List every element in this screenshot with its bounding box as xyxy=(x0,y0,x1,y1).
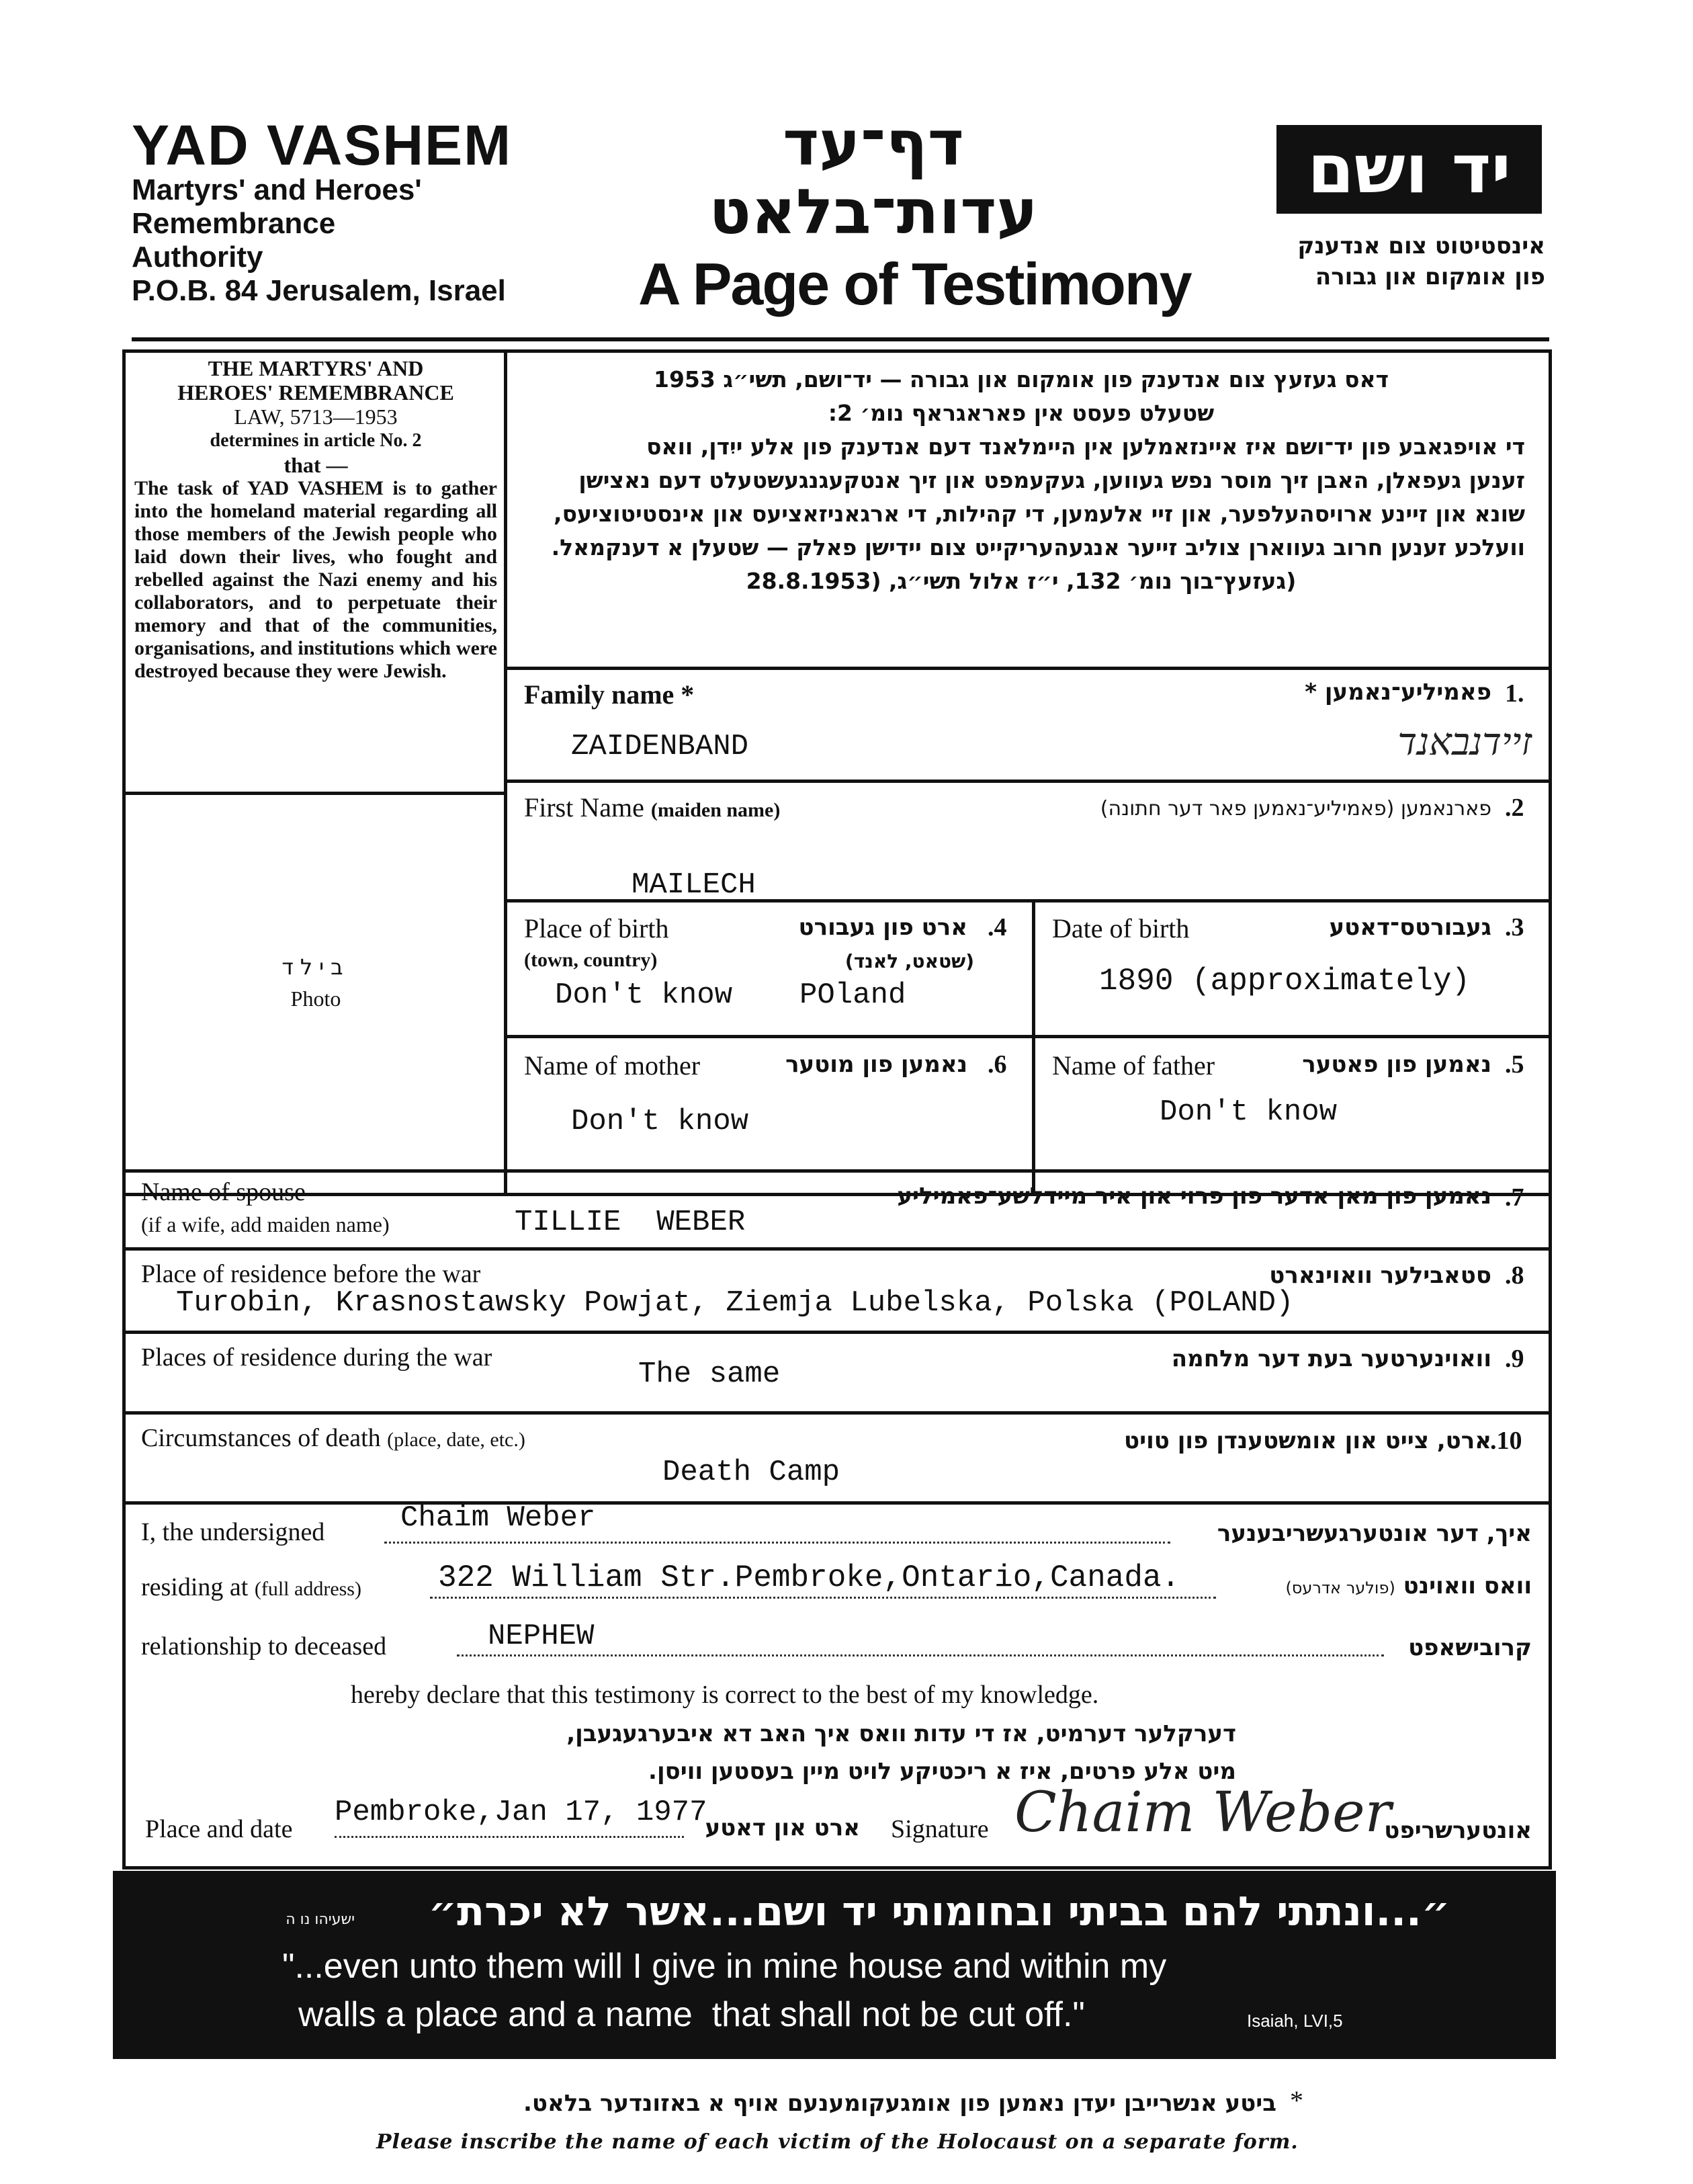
yiddish-line-2: שטעלט פעסט אין פאראגראף נומ׳ 2: xyxy=(828,400,1215,426)
place-date-label: Place and date xyxy=(145,1815,293,1843)
org-subtitle-2: Remembrance xyxy=(132,207,336,240)
f7-number: .7 xyxy=(1505,1183,1524,1212)
relationship-value[interactable]: NEPHEW xyxy=(488,1620,595,1653)
residing-value[interactable]: 322 William Str.Pembroke,Ontario,Canada. xyxy=(438,1560,1180,1595)
place-date-hebrew: ארט און דאטע xyxy=(705,1814,860,1841)
yiddish-law xyxy=(517,363,1525,598)
f10-label xyxy=(141,1423,525,1453)
law-box xyxy=(134,356,497,683)
header-rule xyxy=(132,337,1549,341)
f10-hebrew-label: ארט, צייט און אומשטענדן פון טויט xyxy=(1123,1427,1491,1454)
rule-fields-top xyxy=(504,667,1552,670)
logo xyxy=(1276,125,1542,214)
f2-number: .2 xyxy=(1505,794,1524,822)
f4-number: .4 xyxy=(988,913,1007,941)
f3-number: .3 xyxy=(1505,913,1524,941)
f7-sub-label: (if a wife, add maiden name) xyxy=(141,1212,390,1236)
quote-banner xyxy=(113,1871,1556,2059)
rule-after-field-10 xyxy=(122,1501,1552,1505)
residing-hebrew xyxy=(1223,1572,1532,1599)
f10-value[interactable]: Death Camp xyxy=(662,1456,840,1489)
f2-value[interactable]: MAILECH xyxy=(632,868,756,902)
footer-english-note: Please inscribe the name of each victim of the Holocaust on a separate form. xyxy=(376,2130,1299,2154)
f4-sub-hebrew: (שטאט, לאנד) xyxy=(844,950,974,972)
place-date-value[interactable]: Pembroke,Jan 17, 1977 xyxy=(335,1796,707,1829)
f7-label: Name of spouse xyxy=(141,1178,306,1206)
f9-hebrew-label: וואוינערטער בעת דער מלחמה xyxy=(1171,1345,1491,1372)
f2-hebrew-label: פארנאמען (פאמיליע־נאמען פאר דער חתונה) xyxy=(1100,797,1491,821)
hebrew-title-1: דף־עד xyxy=(783,108,964,179)
rule-after-field-8 xyxy=(122,1331,1552,1334)
yiddish-line-6: וועלכע זענען חרוב געווארן צוליב זייער אנגעהעריקייט צום יידישן פאלק — שטעלן א דענקמאל. xyxy=(551,534,1525,560)
hebrew-org-2: פון אומקום און גבורה xyxy=(1315,263,1545,290)
yiddish-line-5: שונא און זיינע ארויסהעלפער, און זיי אלעמען, די קהילות, די ארגאניזאציעס און אינסטיטוציעס, xyxy=(554,501,1525,527)
f6-number: .6 xyxy=(988,1050,1007,1079)
footer-yiddish-note: ביטע אנשרייבן יעדן נאמען פון אומגעקומענעם אויף א באזונדער בלאט. xyxy=(523,2090,1276,2117)
yiddish-line-7: (געזעץ־בוך נומ׳ 132, י״ז אלול תשי״ג, (28.8.1953 xyxy=(746,568,1297,594)
f5-hebrew-label: נאמען פון פאטער xyxy=(1302,1051,1491,1078)
signature-value[interactable]: Chaim Weber xyxy=(1014,1781,1391,1845)
f10-number: .10 xyxy=(1490,1427,1522,1455)
law-box-divider xyxy=(122,792,507,795)
banner-hebrew-quote: ״...ונתתי להם בביתי ובחומותי יד ושם...אשר לא יכרת״ xyxy=(428,1888,1450,1935)
yiddish-line-1: דאס געזעץ צום אנדענק פון אומקום און גבורה — יד־ושם, תשי״ג 1953 xyxy=(653,366,1389,392)
left-column-divider xyxy=(504,349,507,1196)
relationship-label: relationship to deceased xyxy=(141,1632,387,1661)
f8-number: .8 xyxy=(1505,1261,1524,1290)
col-divider-3-4 xyxy=(1032,899,1035,1035)
place-date-line xyxy=(335,1836,684,1838)
declaration-hebrew-2: מיט אלע פרטים, איז א ריכטיקע לויט מיין בעסטען וויסן. xyxy=(648,1758,1236,1785)
f2-label xyxy=(524,792,780,823)
undersigned-label: I, the undersigned xyxy=(141,1518,325,1546)
residing-label xyxy=(141,1572,361,1602)
f9-label: Places of residence during the war xyxy=(141,1343,492,1372)
f1-number: .1 xyxy=(1505,679,1524,708)
declaration-english: hereby declare that this testimony is correct to the best of my knowledge. xyxy=(351,1681,1099,1709)
f6-hebrew-label: נאמען פון מוטער xyxy=(785,1051,967,1078)
f4-sub-label: (town, country) xyxy=(524,949,658,971)
law-heading-4: determines in article No. 2 xyxy=(210,430,422,451)
yiddish-line-3: די אויפגאבע פון יד־ושם איז איינזאמלען אין היימלאנד דעם אנדענק פון אלע ייִדן, וואס xyxy=(646,433,1525,460)
f6-value[interactable]: Don't know xyxy=(571,1105,749,1138)
residing-line xyxy=(430,1597,1216,1599)
law-heading-5: that — xyxy=(284,453,348,477)
banner-quote-line-1: "...even unto them will I give in mine house and within my xyxy=(282,1947,1167,1986)
law-body: The task of YAD VASHEM is to gather into the homeland material regarding all those members of the Jewish people who laid down their lives, who fought and rebelled against the Nazi enemy and his collaborators, and to perpetuate their memory and that of the communities, organisations, and institutions which were destroyed because they were Jewish. xyxy=(134,477,497,682)
org-name: YAD VASHEM xyxy=(132,114,513,177)
f10-label-main: Circumstances of death xyxy=(141,1424,381,1452)
f7-hebrew-label: נאמען פון מאן אדער פון פרוי און איר מיידלשע־פאמיליע xyxy=(897,1183,1491,1210)
f8-label: Place of residence before the war xyxy=(141,1260,481,1288)
f1-value[interactable]: ZAIDENBAND xyxy=(571,730,749,763)
f4-value-2[interactable]: POland xyxy=(799,978,906,1012)
signature-hebrew: אונטערשריפט xyxy=(1384,1817,1532,1844)
org-address: P.O.B. 84 Jerusalem, Israel xyxy=(132,274,506,307)
f4-hebrew-label: ארט פון געבורט xyxy=(798,914,967,941)
declaration-hebrew-1: דערקלער דערמיט, אז די עדות וואס איך האב דא איבערגעגעבן, xyxy=(566,1720,1236,1747)
residing-label-main: residing at xyxy=(141,1573,249,1601)
f1-handwritten-hebrew: זיידנבאנד xyxy=(1397,720,1532,764)
f5-number: .5 xyxy=(1505,1050,1524,1079)
relationship-hebrew: קרובישאפט xyxy=(1408,1634,1532,1661)
f1-hebrew-label: פאמיליע־נאמען * xyxy=(1305,679,1491,706)
hebrew-title-2: עדות־בלאט xyxy=(709,176,1038,248)
rule-after-field-1 xyxy=(504,780,1552,783)
residing-hebrew-main: וואס וואוינט xyxy=(1403,1572,1532,1599)
banner-source: Isaiah, LVI,5 xyxy=(1247,2011,1343,2031)
undersigned-value[interactable]: Chaim Weber xyxy=(400,1501,596,1535)
page-title: A Page of Testimony xyxy=(638,251,1191,317)
org-subtitle-1: Martyrs' and Heroes' xyxy=(132,173,422,206)
f8-hebrew-label: סטאבילער וואוינארט xyxy=(1269,1262,1491,1289)
banner-hebrew-source: ישעיהו נו ה xyxy=(286,1911,355,1928)
relationship-line xyxy=(457,1654,1384,1656)
undersigned-line xyxy=(384,1542,1170,1544)
photo-hebrew-label: בילד xyxy=(281,954,350,980)
residing-label-sub: (full address) xyxy=(254,1578,361,1600)
rule-after-field-9 xyxy=(122,1411,1552,1415)
f6-label: Name of mother xyxy=(524,1050,701,1081)
banner-quote-line-2: walls a place and a name that shall not be cut off." xyxy=(298,1995,1085,2034)
f3-hebrew-label: געבורטס־דאטע xyxy=(1329,914,1491,941)
f9-number: .9 xyxy=(1505,1345,1524,1373)
signature-label: Signature xyxy=(891,1815,989,1843)
hebrew-org-1: אינסטיטוט צום אנדענק xyxy=(1297,233,1545,259)
f7-value[interactable]: TILLIE WEBER xyxy=(515,1206,746,1239)
f10-label-sub: (place, date, etc.) xyxy=(387,1429,525,1451)
photo-label: Photo xyxy=(290,986,341,1011)
rule-after-field-7 xyxy=(122,1247,1552,1251)
f4-value-1[interactable]: Don't know xyxy=(555,978,733,1012)
residing-hebrew-sub: (פולער אדרעס) xyxy=(1285,1579,1395,1597)
f5-value[interactable]: Don't know xyxy=(1160,1095,1338,1129)
yiddish-line-4: זענען געפאלן, האבן זיך מוסר נפש געווען, געקעמפט און זיך אנטקעגנגעשטעלט דעם נאצישן xyxy=(578,467,1525,493)
law-heading-2: HEROES' REMEMBRANCE xyxy=(177,380,454,405)
logo-text: יד ושם xyxy=(1307,130,1511,208)
undersigned-hebrew: איך, דער אונטערגעשריבענער xyxy=(1217,1520,1532,1547)
law-heading-1: THE MARTYRS' AND xyxy=(208,356,424,380)
f3-label: Date of birth xyxy=(1052,913,1190,943)
footer-star: * xyxy=(1290,2085,1303,2115)
f9-value[interactable]: The same xyxy=(638,1357,781,1391)
f5-label: Name of father xyxy=(1052,1050,1215,1081)
f2-label-small: (maiden name) xyxy=(650,799,781,821)
f4-label: Place of birth xyxy=(524,913,669,943)
f3-value[interactable]: 1890 (approximately) xyxy=(1099,964,1471,999)
rule-after-fields-3-4 xyxy=(504,1035,1552,1038)
law-heading-3: LAW, 5713—1953 xyxy=(234,405,398,429)
f1-label: Family name * xyxy=(524,679,695,710)
f2-label-main: First Name xyxy=(524,792,644,823)
f8-value[interactable]: Turobin, Krasnostawsky Powjat, Ziemja Lubelska, Polska (POLAND) xyxy=(176,1286,1294,1320)
org-subtitle-3: Authority xyxy=(132,241,263,274)
